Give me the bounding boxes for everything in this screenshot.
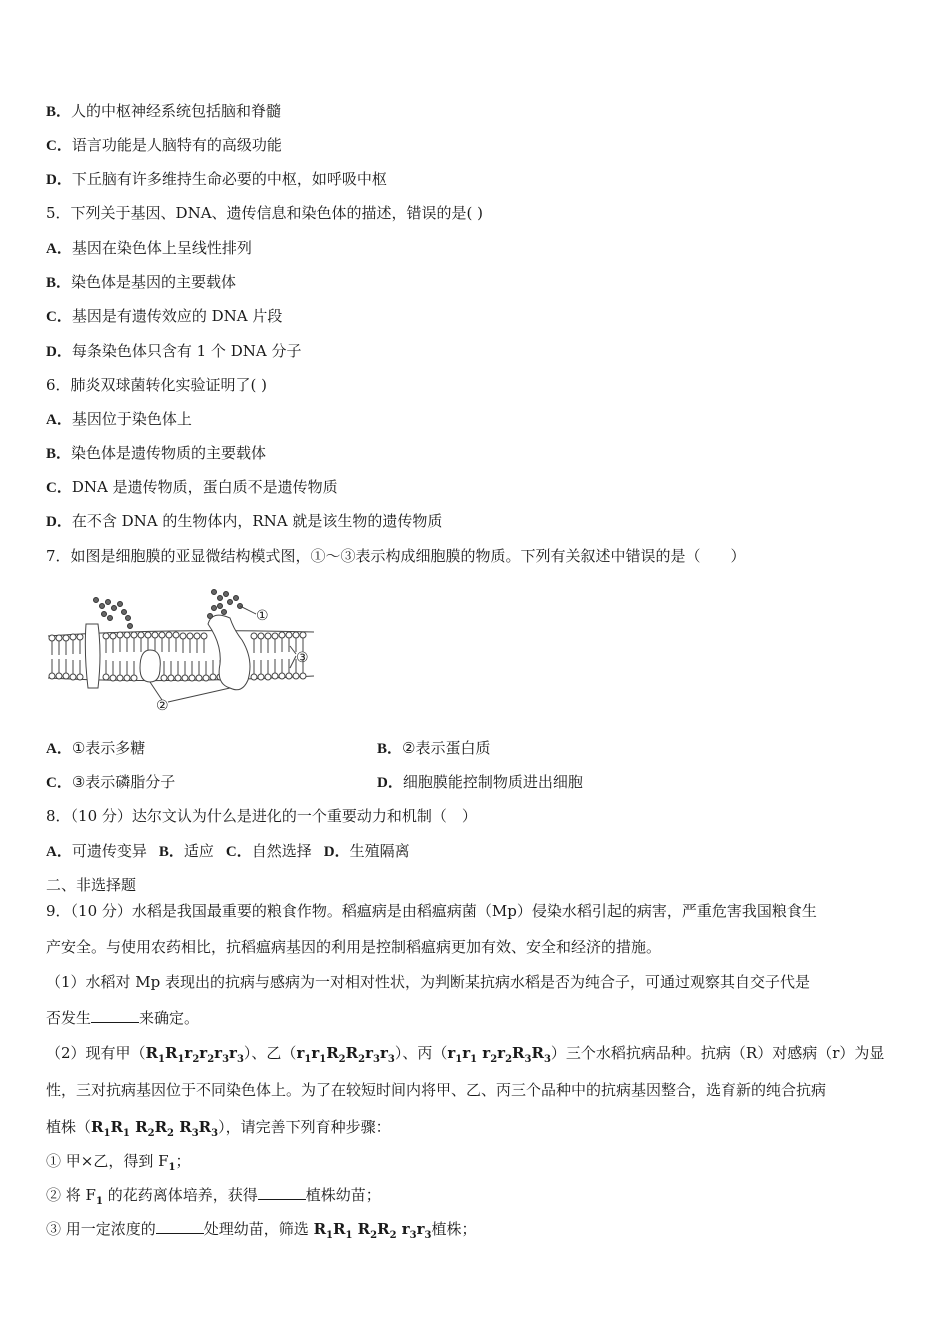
text-segment: 否发生 (46, 1009, 92, 1027)
q4-option-d (46, 169, 387, 190)
option-text: ②表示蛋白质 (402, 739, 491, 757)
option-text: ①表示多糖 (71, 739, 146, 757)
figure-label-1: ① (256, 608, 269, 624)
option-mark: D． (46, 344, 72, 360)
q5-option-d (46, 341, 301, 362)
genotype-target: $R_1R_1$ $R_2R_2$ $R_3R_3$ (91, 1118, 219, 1139)
text-segment: 植株幼苗； (305, 1186, 381, 1204)
text-segment: 植株（ (46, 1118, 92, 1136)
text-segment: ； (175, 1152, 191, 1170)
q6-option-a (46, 409, 192, 430)
option-a-text: 可遗传变异 (71, 842, 147, 860)
text-segment: ② 将 F (46, 1186, 96, 1204)
option-text: 下丘脑有许多维持生命必要的中枢，如呼吸中枢 (71, 170, 387, 188)
option-text: 染色体是遗传物质的主要载体 (71, 444, 267, 462)
q9-step2 (46, 1185, 381, 1212)
q9-step1 (46, 1151, 191, 1178)
answer-blank[interactable] (91, 1008, 139, 1023)
option-mark: C． (46, 775, 72, 791)
text-segment: 植株； (431, 1220, 477, 1238)
text-segment: ① 甲×乙，得到 F (46, 1152, 169, 1170)
answer-blank[interactable] (156, 1219, 204, 1234)
text-segment: （2）现有甲（ (46, 1044, 146, 1062)
q9-part1-line1: （1）水稻对 Mp 表现出的抗病与感病为一对相对性状，为判断某抗病水稻是否为纯合子，可通过观察其自交子代是 (46, 973, 811, 991)
q8-stem: 8．（10 分）达尔文认为什么是进化的一个重要动力和机制（ ） (46, 807, 477, 825)
q4-option-b (46, 101, 281, 122)
option-mark: A． (46, 844, 72, 860)
option-text: 细胞膜能控制物质进出细胞 (402, 773, 583, 791)
q8-options (46, 841, 410, 862)
option-mark: B． (46, 275, 72, 291)
q9-step3 (46, 1219, 477, 1246)
text-segment: 处理幼苗，筛选 (203, 1220, 314, 1238)
option-mark: B． (46, 104, 72, 120)
option-mark: A． (46, 412, 72, 428)
option-mark: C． (46, 138, 72, 154)
option-text: 基因位于染色体上 (71, 410, 192, 428)
option-text: ③表示磷脂分子 (71, 773, 176, 791)
text-segment: ）、丙（ (394, 1044, 448, 1062)
q9-part2-line1 (46, 1043, 884, 1070)
q6-option-b (46, 443, 266, 464)
q4-option-c (46, 135, 282, 156)
genotype-yi: $r_1r_1R_2R_2r_3r_3$ (296, 1044, 395, 1065)
q9-stem-line1: 9．（10 分）水稻是我国最重要的粮食作物。稻瘟病是由稻瘟病菌（Mp）侵染水稻引起的病害，严重危害我国粮食生 (46, 902, 817, 920)
q6-option-d (46, 511, 442, 532)
genotype-bing: $r_1r_1$ $r_2r_2R_3R_3$ (447, 1044, 551, 1065)
subscript: 1 (168, 1162, 176, 1173)
option-mark: A． (46, 741, 72, 757)
answer-blank[interactable] (258, 1185, 306, 1200)
q5-option-a (46, 238, 252, 259)
option-mark: C． (225, 844, 252, 860)
q9-part1-line2 (46, 1008, 199, 1028)
text-segment: 的花药离体培养，获得 (102, 1186, 258, 1204)
q7-option-c (46, 772, 175, 793)
q5-stem: 5．下列关于基因、DNA、遗传信息和染色体的描述，错误的是( ) (46, 204, 484, 222)
text-segment: ③ 用一定浓度的 (46, 1220, 156, 1238)
subscript: 1 (95, 1196, 103, 1207)
option-c-text: 自然选择 (251, 842, 312, 860)
option-mark: C． (46, 480, 72, 496)
option-mark: D． (377, 775, 403, 791)
q9-stem-line2: 产安全。与使用农药相比，抗稻瘟病基因的利用是控制稻瘟病更加有效、安全和经济的措施。 (46, 938, 662, 956)
option-mark: B． (158, 844, 184, 860)
figure-label-3: ③ (296, 650, 309, 666)
option-text: 基因是有遗传效应的 DNA 片段 (71, 307, 283, 325)
option-text: 基因在染色体上呈线性排列 (71, 239, 252, 257)
option-mark: B． (46, 446, 72, 462)
option-mark: C． (46, 309, 72, 325)
q5-option-b (46, 272, 236, 293)
text-segment: ）、乙（ (243, 1044, 297, 1062)
text-segment: 来确定。 (139, 1009, 200, 1027)
q6-option-c (46, 477, 338, 498)
figure-label-2: ② (156, 698, 169, 714)
option-mark: A． (46, 241, 72, 257)
q7-option-a (46, 738, 145, 759)
option-d-text: 生殖隔离 (349, 842, 410, 860)
option-mark: B． (377, 741, 403, 757)
option-text: 在不含 DNA 的生物体内，RNA 就是该生物的遗传物质 (71, 512, 443, 530)
q5-option-c (46, 306, 282, 327)
option-b-text: 适应 (183, 842, 214, 860)
option-text: 每条染色体只含有 1 个 DNA 分子 (71, 342, 302, 360)
q9-part2-line2: 性，三对抗病基因位于不同染色体上。为了在较短时间内将甲、乙、丙三个品种中的抗病基因整合，选育新的纯合抗病 (46, 1081, 827, 1099)
genotype-jia: $R_1R_1r_2r_2r_3r_3$ (145, 1044, 244, 1065)
option-mark: D． (323, 844, 350, 860)
q7-option-d (377, 772, 583, 793)
genotype-select: $R_1R_1$ $R_2R_2$ $r_3r_3$ (313, 1220, 432, 1241)
q6-stem: 6．肺炎双球菌转化实验证明了( ) (46, 376, 268, 394)
option-text: 染色体是基因的主要载体 (71, 273, 237, 291)
q9-part2-line3 (46, 1117, 391, 1144)
option-text: 语言功能是人脑特有的高级功能 (71, 136, 282, 154)
q7-stem: 7．如图是细胞膜的亚显微结构模式图，①～③表示构成细胞膜的物质。下列有关叙述中错误的是（ ） (46, 547, 746, 565)
section-title: 二、非选择题 (46, 876, 137, 894)
option-mark: D． (46, 514, 72, 530)
q7-option-b (377, 738, 490, 759)
text-segment: ），请完善下列育种步骤： (218, 1118, 391, 1136)
option-text: DNA 是遗传物质，蛋白质不是遗传物质 (71, 478, 338, 496)
option-mark: D． (46, 172, 72, 188)
cell-membrane-figure (44, 584, 324, 714)
option-text: 人的中枢神经系统包括脑和脊髓 (71, 102, 282, 120)
text-segment: ）三个水稻抗病品种。抗病（R）对感病（r）为显 (550, 1044, 885, 1062)
